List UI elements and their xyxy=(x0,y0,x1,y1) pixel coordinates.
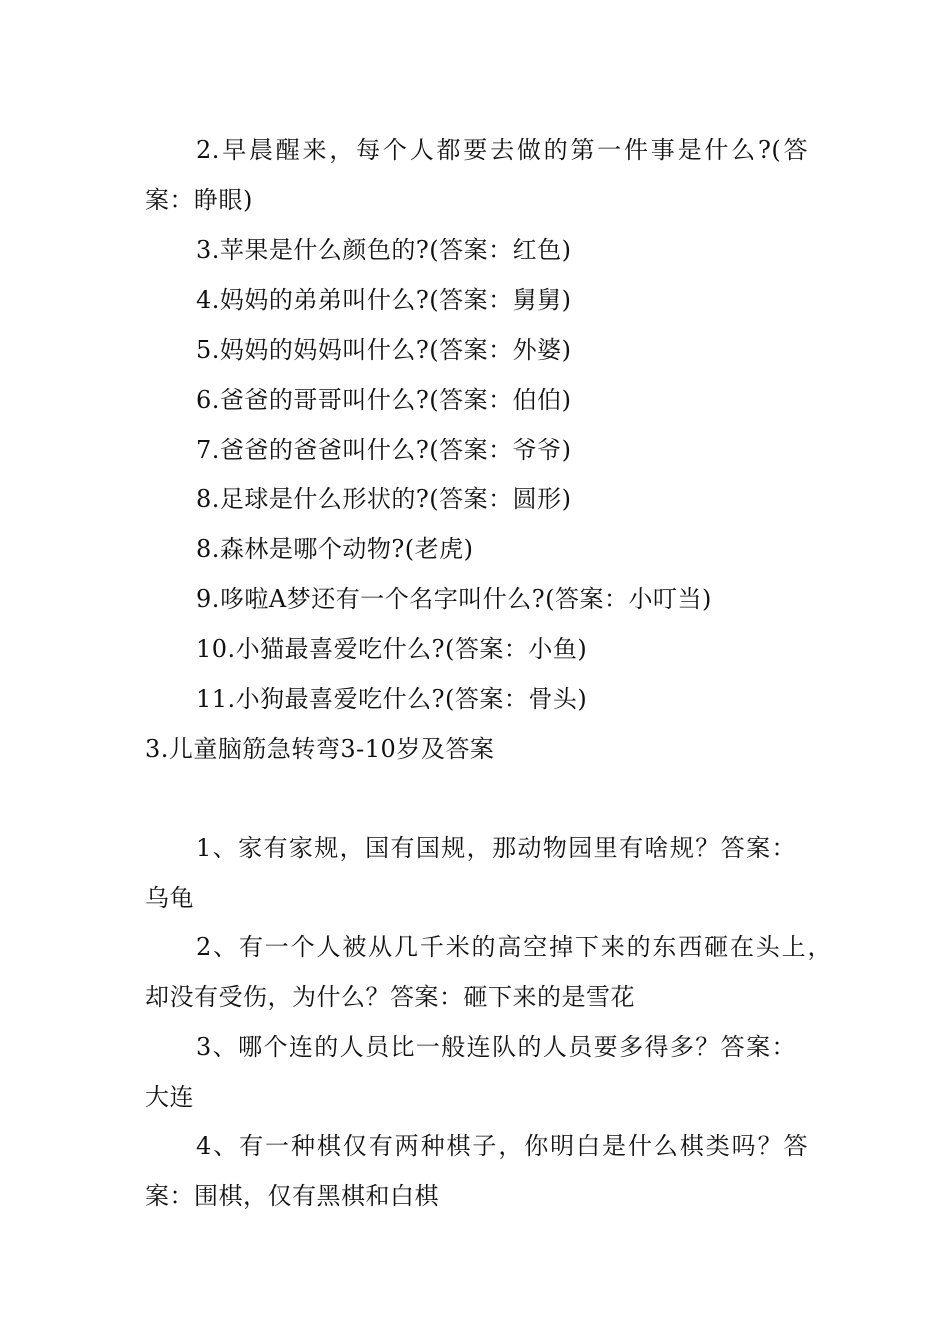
question-7: 7.爸爸的爸爸叫什么?(答案：爷爷) xyxy=(196,436,572,464)
question-9: 9.哆啦A梦还有一个名字叫什么?(答案：小叮当) xyxy=(196,585,712,613)
riddle-2-line-2: 却没有受伤，为什么？答案：砸下来的是雪花 xyxy=(145,983,635,1011)
section-heading: 3.儿童脑筋急转弯3-10岁及答案 xyxy=(145,735,495,763)
question-10: 10.小猫最喜爱吃什么?(答案：小鱼) xyxy=(196,635,588,663)
riddle-1-line-1: 1、家有家规，国有国规，那动物园里有啥规？答案： xyxy=(196,834,796,862)
riddle-4-line-1: 4、有一种棋仅有两种棋子，你明白是什么棋类吗？答 xyxy=(196,1132,808,1160)
question-8a: 8.足球是什么形状的?(答案：圆形) xyxy=(196,485,572,513)
riddle-2-line-1: 2、有一个人被从几千米的高空掉下来的东西砸在头上， xyxy=(196,933,832,961)
question-4: 4.妈妈的弟弟叫什么?(答案：舅舅) xyxy=(196,286,572,314)
question-2-line-1: 2.早晨醒来，每个人都要去做的第一件事是什么?(答 xyxy=(196,136,808,164)
riddle-4-line-2: 案：围棋，仅有黑棋和白棋 xyxy=(145,1182,439,1210)
riddle-3-line-2: 大连 xyxy=(145,1083,194,1111)
question-8b: 8.森林是哪个动物?(老虎) xyxy=(196,535,474,563)
question-6: 6.爸爸的哥哥叫什么?(答案：伯伯) xyxy=(196,386,572,414)
question-2-line-2: 案：睁眼) xyxy=(145,186,253,214)
question-11: 11.小狗最喜爱吃什么?(答案：骨头) xyxy=(196,685,588,713)
question-5: 5.妈妈的妈妈叫什么?(答案：外婆) xyxy=(196,336,572,364)
riddle-1-line-2: 乌龟 xyxy=(145,884,194,912)
question-3: 3.苹果是什么颜色的?(答案：红色) xyxy=(196,236,572,264)
riddle-3-line-1: 3、哪个连的人员比一般连队的人员要多得多？答案： xyxy=(196,1033,796,1061)
